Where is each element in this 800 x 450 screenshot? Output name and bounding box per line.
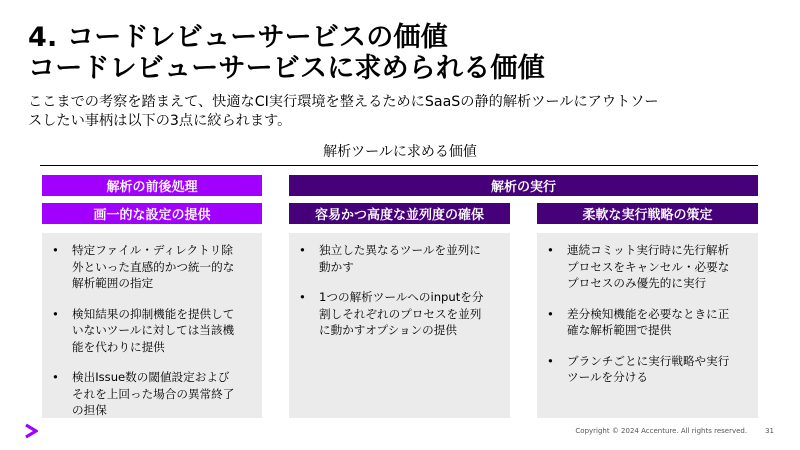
bullet-item	[545, 242, 748, 292]
bullet-line: 外といった直感的かつ統一的な	[72, 259, 235, 274]
bullet-dot: •	[52, 306, 59, 321]
bullet-dot: •	[547, 306, 554, 321]
column-header-strategy	[537, 203, 758, 224]
bullet-list	[297, 242, 500, 339]
footer	[575, 427, 774, 435]
bullet-item	[297, 242, 500, 275]
bullet-line: の担保	[72, 403, 107, 417]
lead-line-1: ここまでの考察を踏まえて、快適なCI実行環境を整えるためにSaaSの静的解析ツールにアウトソー	[28, 94, 659, 110]
copyright-text: Copyright © 2024 Accenture. All rights reserved.	[575, 427, 748, 435]
column-header-parallelism	[289, 203, 510, 224]
bullet-line: それを上回った場合の異常終了	[72, 386, 235, 401]
column-header-uniform-settings	[42, 203, 262, 224]
section-subheading: 解析ツールに求める価値	[323, 144, 477, 160]
column-panel-parallelism	[289, 233, 510, 418]
group-bar-execution-label: 解析の実行	[490, 180, 556, 195]
bullet-dot: •	[299, 243, 306, 257]
bullet-line: 検出Issue数の閾値設定および	[72, 370, 230, 384]
column-panel-strategy	[537, 233, 758, 418]
group-bar-pre-post	[42, 175, 262, 196]
bullet-line: 1つの解析ツールへのinputを分	[319, 290, 484, 304]
bullet-line: に動かすオプションの提供	[319, 323, 457, 337]
bullet-item	[545, 353, 748, 386]
group-bar-pre-post-label: 解析の前後処理	[106, 180, 198, 195]
lead-line-2: スしたい事柄は以下の3点に絞られます。	[28, 113, 292, 129]
bullet-dot: •	[547, 353, 554, 368]
bullet-line: 特定ファイル・ディレクトリ除	[72, 243, 233, 257]
bullet-line: プロセスをキャンセル・必要な	[567, 259, 730, 274]
accenture-logo-icon	[24, 423, 38, 439]
bullet-item	[545, 306, 748, 339]
bullet-line: 解析範囲の指定	[72, 276, 154, 290]
bullet-line: 連続コミット実行時に先行解析	[567, 243, 730, 257]
bullet-item	[50, 242, 252, 292]
bullet-line: いないツールに対しては当該機	[72, 323, 235, 337]
bullet-line: 能を代わりに提供	[72, 339, 165, 354]
column-header-label: 容易かつ高度な並列度の確保	[314, 208, 484, 223]
slide-title-line-1: 4. コードレビューサービスの価値	[28, 22, 448, 53]
bullet-line: 動かす	[319, 259, 354, 274]
bullet-dot: •	[52, 370, 59, 384]
page-number: 31	[765, 427, 774, 435]
bullet-dot: •	[52, 243, 59, 257]
bullet-item	[50, 369, 252, 419]
bullet-dot: •	[299, 290, 306, 304]
bullet-list	[50, 242, 252, 419]
column-header-label: 画一的な設定の提供	[93, 208, 211, 223]
slide-title-line-2: コードレビューサービスに求められる価値	[28, 53, 545, 84]
bullet-line: 確な解析範囲で提供	[567, 323, 672, 337]
bullet-line: ツールを分ける	[567, 370, 648, 384]
column-panel-uniform-settings	[42, 233, 262, 418]
bullet-line: 検知結果の抑制機能を提供して	[72, 306, 235, 321]
bullet-line: 独立した異なるツールを並列に	[319, 243, 481, 257]
bullet-list	[545, 242, 748, 386]
bullet-line: 差分検知機能を必要なときに正	[567, 306, 730, 321]
bullet-dot: •	[547, 243, 554, 257]
lead-paragraph	[28, 93, 773, 131]
bullet-item	[297, 289, 500, 339]
bullet-line: プロセスのみ優先的に実行	[567, 276, 707, 290]
bullet-line: 割しそれぞれのプロセスを並列	[319, 306, 482, 321]
group-bar-execution	[289, 175, 758, 196]
bullet-item	[50, 306, 252, 356]
bullet-line: ブランチごとに実行戦略や実行	[567, 353, 730, 368]
section-divider	[40, 165, 758, 166]
column-header-label: 柔軟な実行戦略の策定	[582, 208, 713, 223]
slide-title	[28, 22, 768, 84]
